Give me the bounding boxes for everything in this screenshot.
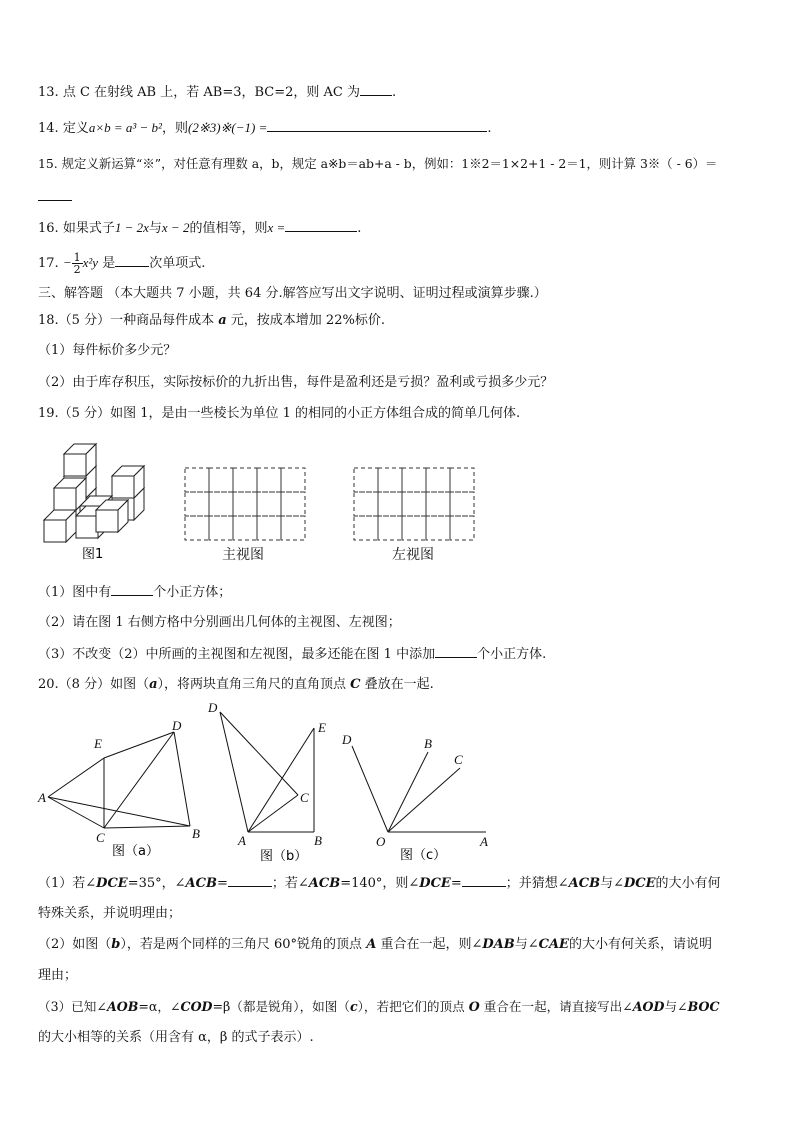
- label-a-D: D: [172, 718, 182, 733]
- question-20-part-3: （3）已知∠AOB=α，∠COD=β（都是锐角），如图（c），若把它们的顶点 O 重合在一起，请直接写出∠AOD与∠BOC: [38, 999, 720, 1014]
- answer-blank[interactable]: [111, 583, 153, 596]
- label-c-A: A: [480, 834, 488, 849]
- question-19-part-1: （1）图中有 个小正方体；: [38, 585, 232, 600]
- answer-blank[interactable]: [38, 188, 72, 207]
- question-14: 14. 定义a×b = a³ − b²，则(2※3)※(−1) = .: [38, 120, 492, 136]
- grid-cell[interactable]: [209, 516, 233, 540]
- cube: [54, 478, 86, 510]
- fraction: $\frac{1}{2}$: [73, 251, 81, 276]
- grid-cell[interactable]: [233, 516, 257, 540]
- figure-c-caption: 图（c）: [400, 848, 447, 863]
- question-19-part-2: （2）请在图 1 右侧方格中分别画出几何体的主视图、左视图；: [38, 615, 401, 630]
- question-17: 17. − $\frac{1}{2}$ x²y 是 次单项式.: [38, 251, 206, 276]
- label-b-D: D: [208, 700, 218, 715]
- cube: [44, 510, 76, 542]
- grid-cell[interactable]: [257, 468, 281, 492]
- question-18: 18.（5 分）一种商品每件成本 a 元，按成本增加 22%标价.: [38, 313, 385, 328]
- left-view-label: 左视图: [392, 547, 434, 563]
- label-b-E: E: [318, 720, 326, 735]
- grid-cell[interactable]: [426, 468, 450, 492]
- question-13: 13. 点 C 在射线 AB 上，若 AB=3，BC=2，则 AC 为 .: [38, 85, 397, 100]
- answer-blank[interactable]: [115, 254, 149, 267]
- grid-cell[interactable]: [257, 492, 281, 516]
- grid-cell[interactable]: [354, 492, 378, 516]
- label-a-B: B: [192, 826, 200, 841]
- answer-blank[interactable]: [360, 83, 392, 96]
- answer-blank[interactable]: [228, 874, 272, 887]
- grid-cell[interactable]: [354, 468, 378, 492]
- section-heading: 三、解答题 （本大题共 7 小题，共 64 分.解答应写出文字说明、证明过程或演算步骤.）: [38, 286, 547, 301]
- grid-cell[interactable]: [450, 492, 474, 516]
- question-19-part-3: （3）不改变（2）中所画的主视图和左视图，最多还能在图 1 中添加 个小正方体.: [38, 647, 547, 662]
- grid-cell[interactable]: [402, 492, 426, 516]
- figure-b-caption: 图（b）: [260, 849, 308, 864]
- label-b-B: B: [314, 833, 322, 848]
- label-c-O: O: [376, 834, 386, 849]
- front-view-label: 主视图: [222, 547, 264, 563]
- grid-cell[interactable]: [185, 492, 209, 516]
- grid-cell[interactable]: [426, 492, 450, 516]
- label-b-A: A: [238, 833, 246, 848]
- left-view-grid[interactable]: [352, 466, 482, 546]
- question-20-part-1: （1）若∠DCE=35°，∠ACB= ；若∠ACB=140°，则∠DCE= ；并猜想∠ACB与∠DCE的大小有何: [38, 876, 721, 891]
- question-18-part-1: （1）每件标价多少元？: [38, 343, 177, 358]
- question-20-part-2-cont: 理由；: [38, 968, 78, 983]
- grid-cell[interactable]: [185, 516, 209, 540]
- figure-a-caption: 图（a）: [112, 844, 159, 859]
- question-20-part-1-cont: 特殊关系，并说明理由；: [38, 906, 182, 921]
- grid-cell[interactable]: [209, 468, 233, 492]
- grid-cell[interactable]: [233, 468, 257, 492]
- grid-cell[interactable]: [378, 468, 402, 492]
- label-a-C: C: [96, 830, 105, 845]
- grid-cell[interactable]: [426, 516, 450, 540]
- grid-cell[interactable]: [233, 492, 257, 516]
- answer-blank[interactable]: [285, 219, 357, 232]
- grid-cell[interactable]: [450, 516, 474, 540]
- grid-cell[interactable]: [209, 492, 233, 516]
- front-view-grid[interactable]: [183, 466, 313, 546]
- question-15: 15. 规定义新运算“※”，对任意有理数 a，b，规定 a※b＝ab+a - b，例如：1※2＝1×2+1 - 2＝1，则计算 3※（ - 6）＝: [38, 156, 718, 171]
- figure-b: [206, 700, 336, 865]
- answer-blank[interactable]: [462, 874, 506, 887]
- label-c-D: D: [342, 732, 352, 747]
- answer-blank[interactable]: [267, 119, 487, 132]
- grid-cell[interactable]: [185, 468, 209, 492]
- answer-blank[interactable]: [435, 645, 477, 658]
- question-19: 19.（5 分）如图 1，是由一些棱长为单位 1 的相同的小正方体组合成的简单几何体.: [38, 406, 521, 421]
- grid-cell[interactable]: [257, 516, 281, 540]
- cube: [96, 500, 128, 532]
- grid-cell[interactable]: [402, 516, 426, 540]
- label-b-C: C: [300, 790, 309, 805]
- cube: [112, 466, 144, 498]
- cube: [64, 444, 96, 476]
- grid-cell[interactable]: [281, 492, 305, 516]
- question-20: 20.（8 分）如图（a），将两块直角三角尺的直角顶点 C 叠放在一起.: [38, 677, 434, 692]
- question-16: 16. 如果式子1 − 2x与x − 2的值相等，则x = .: [38, 220, 362, 236]
- grid-cell[interactable]: [450, 468, 474, 492]
- label-c-C: C: [454, 752, 463, 767]
- grid-cell[interactable]: [281, 468, 305, 492]
- label-c-B: B: [424, 736, 432, 751]
- grid-cell[interactable]: [354, 516, 378, 540]
- question-20-part-2: （2）如图（b），若是两个同样的三角尺 60°锐角的顶点 A 重合在一起，则∠DAB与∠CAE的大小有何关系，请说明: [38, 937, 712, 952]
- figure-1-cubes: [40, 440, 160, 570]
- grid-cell[interactable]: [378, 516, 402, 540]
- question-18-part-2: （2）由于库存积压，实际按标价的九折出售，每件是盈利还是亏损？盈利或亏损多少元？: [38, 375, 554, 390]
- label-a-E: E: [94, 736, 102, 751]
- question-20-part-3-cont: 的大小相等的关系（用含有 α，β 的式子表示）.: [38, 1030, 314, 1045]
- figure-c: [336, 728, 496, 863]
- grid-cell[interactable]: [402, 468, 426, 492]
- grid-cell[interactable]: [281, 516, 305, 540]
- grid-cell[interactable]: [378, 492, 402, 516]
- figure-1-caption: 图1: [82, 547, 104, 562]
- figure-a: [36, 718, 206, 863]
- label-a-A: A: [38, 790, 46, 805]
